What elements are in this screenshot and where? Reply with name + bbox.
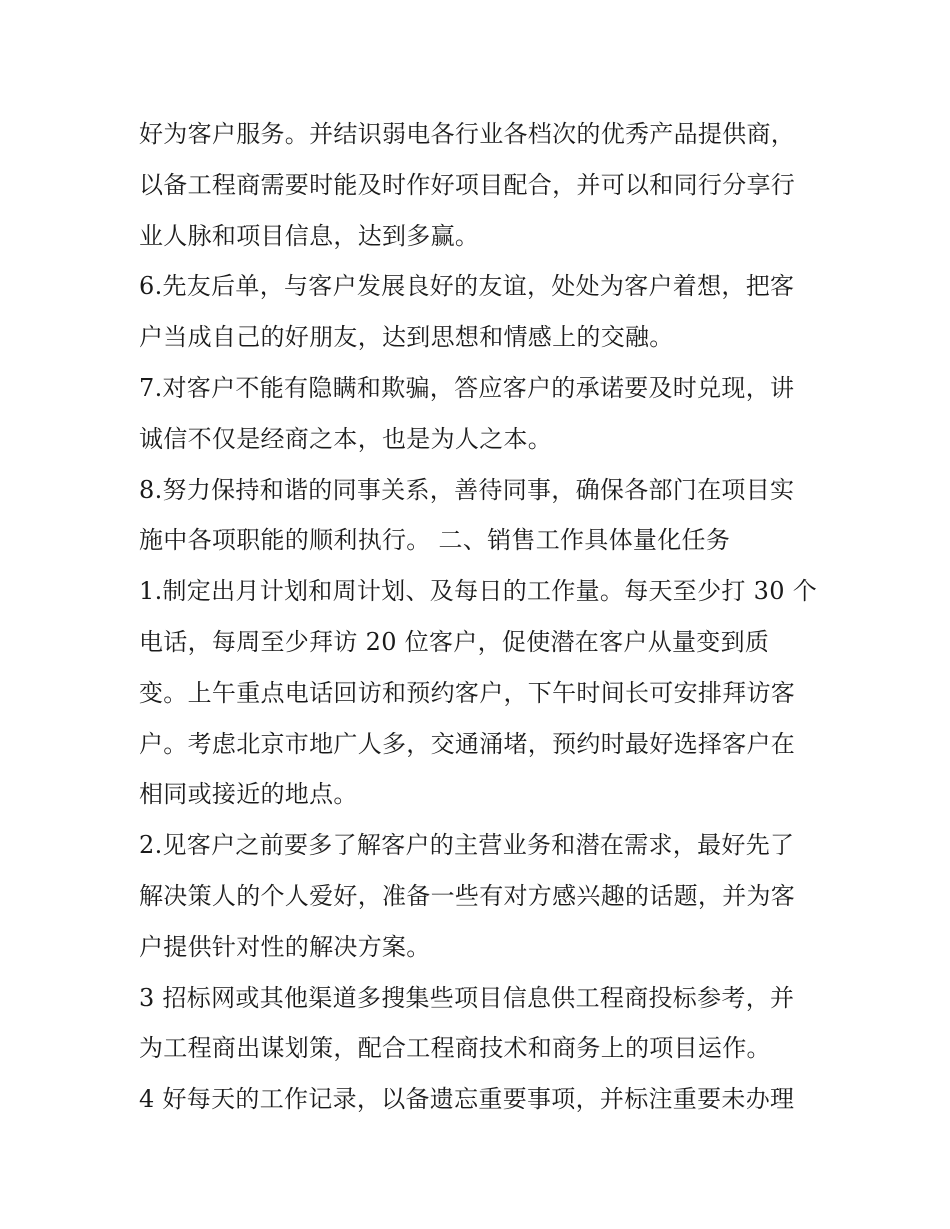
text-line: 解决策人的个人爱好，准备一些有对方感兴趣的话题，并为客	[139, 881, 796, 910]
text-line: 2.见客户之前要多了解客户的主营业务和潜在需求，最好先了	[139, 831, 795, 860]
text-line: 施中各项职能的顺利执行。 二、销售工作具体量化任务	[139, 526, 731, 555]
text-line: 以备工程商需要时能及时作好项目配合，并可以和同行分享行	[139, 170, 796, 199]
text-line: 好为客户服务。并结识弱电各行业各档次的优秀产品提供商，	[139, 120, 796, 148]
text-line: 4 好每天的工作记录，以备遗忘重要事项，并标注重要未办理	[139, 1085, 795, 1114]
text-line: 1.制定出月计划和周计划、及每日的工作量。每天至少打 30 个	[139, 577, 817, 606]
text-line: 7.对客户不能有隐瞒和欺骗，答应客户的承诺要及时兑现，讲	[139, 373, 795, 402]
text-line: 诚信不仅是经商之本，也是为人之本。	[139, 424, 553, 453]
text-line: 6.先友后单，与客户发展良好的友谊，处处为客户着想，把客	[139, 272, 795, 301]
text-line: 3 招标网或其他渠道多搜集些项目信息供工程商投标参考，并	[139, 983, 795, 1012]
text-line: 业人脉和项目信息，达到多赢。	[139, 221, 480, 250]
text-line: 相同或接近的地点。	[139, 780, 358, 809]
text-line: 户。考虑北京市地广人多，交通涌堵，预约时最好选择客户在	[139, 729, 796, 758]
text-line: 变。上午重点电话回访和预约客户，下午时间长可安排拜访客	[139, 678, 796, 707]
text-line: 户当成自己的好朋友，达到思想和情感上的交融。	[139, 323, 674, 352]
body-text	[139, 109, 829, 1125]
text-line: 户提供针对性的解决方案。	[139, 932, 431, 961]
text-line: 8.努力保持和谐的同事关系，善待同事，确保各部门在项目实	[139, 475, 795, 504]
text-line: 为工程商出谋划策，配合工程商技术和商务上的项目运作。	[139, 1034, 771, 1063]
text-line: 电话，每周至少拜访 20 位客户，促使潜在客户从量变到质	[139, 627, 770, 656]
